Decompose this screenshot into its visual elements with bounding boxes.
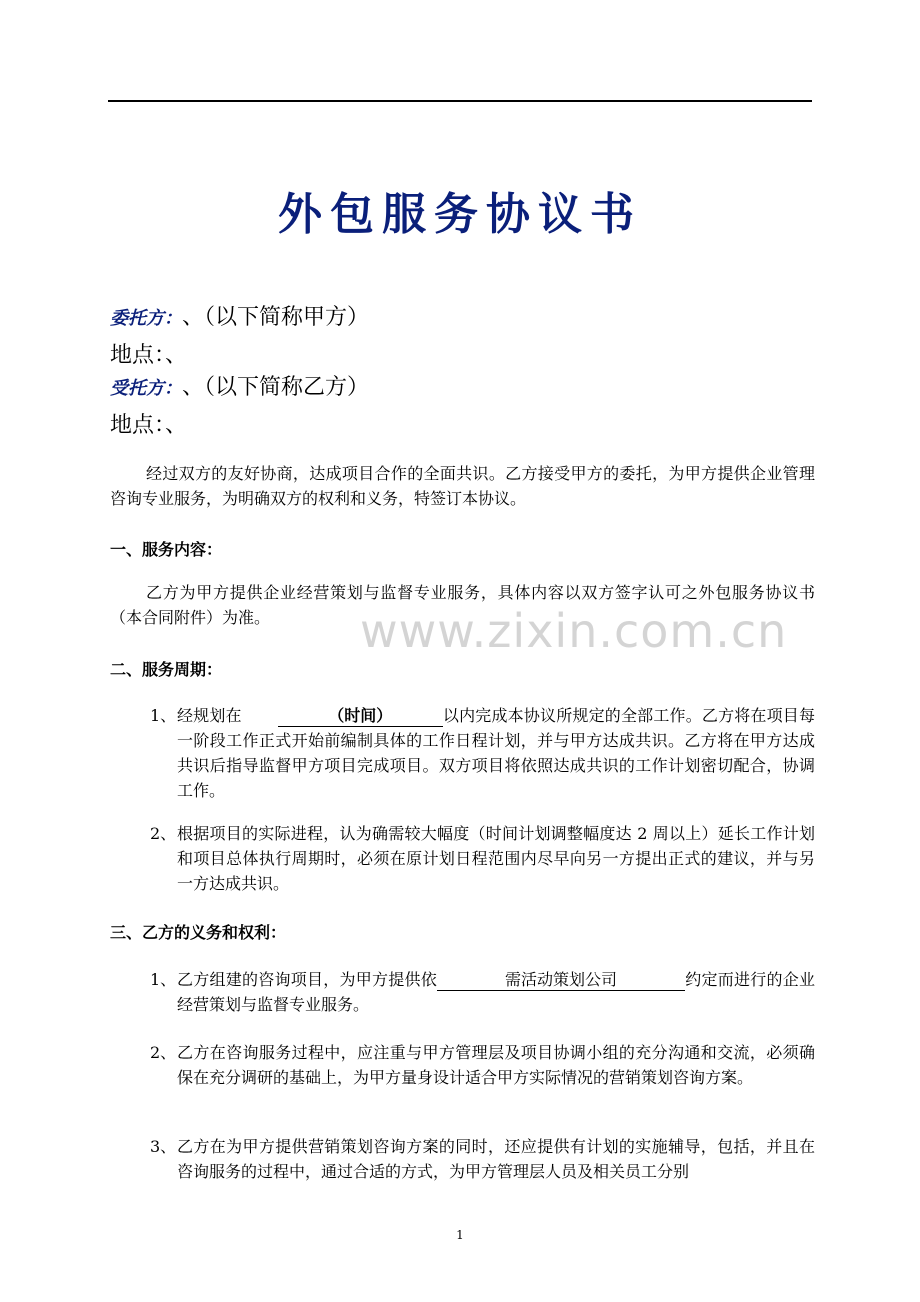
section2-item-2 — [150, 821, 815, 896]
item-number: 2、 — [150, 1043, 177, 1062]
section3-item-3 — [150, 1134, 815, 1184]
section3-heading: 三、乙方的义务和权利： — [110, 923, 287, 942]
contractor-address-label: 地点： — [110, 413, 166, 438]
watermark: www.zixin.com.cn — [360, 604, 788, 658]
section1-body: 乙方为甲方提供企业经营策划与监督专业服务，具体内容以双方签字认可之外包服务协议书（本合同附件）为准。 — [110, 583, 815, 627]
contractor-line — [110, 370, 369, 401]
item-text: 乙方在咨询服务过程中，应注重与甲方管理层及项目协调小组的充分沟通和交流，必须确保在充分调研的基础上，为甲方量身设计适合甲方实际情况的营销策划咨询方案。 — [177, 1043, 815, 1087]
client-address-label: 地点： — [110, 343, 166, 368]
header-rule — [108, 100, 812, 102]
item-number: 2、 — [150, 824, 177, 843]
client-value: 、（以下简称甲方） — [182, 305, 370, 330]
item-text-post: 以内完成本协议所规定的全部工作。乙方将在项目每一阶段工作正式开始前编制具体的工作日程计划，并与甲方达成共识。乙方将在甲方达成共识后指导监督甲方项目完成项目。双方项目将依照达成共识的工作计划密切配合，协调工作。 — [177, 706, 815, 800]
section2-heading: 二、服务周期： — [110, 660, 223, 679]
item-text-pre: 乙方组建的咨询项目，为甲方提供依 — [177, 970, 437, 989]
item-text-pre: 经规划在 — [177, 706, 242, 725]
contractor-address-line — [110, 408, 187, 439]
client-address-value: 、 — [165, 343, 188, 368]
item-text: 乙方在为甲方提供营销策划咨询方案的同时，还应提供有计划的实施辅导，包括，并且在咨询服务的过程中，通过合适的方式，为甲方管理层人员及相关员工分别 — [177, 1137, 815, 1181]
item-number: 3、 — [150, 1137, 177, 1156]
contractor-label: 受托方： — [110, 378, 182, 399]
document-title: 外包服务协议书 — [278, 189, 642, 240]
client-label: 委托方： — [110, 308, 182, 329]
section3-item-1 — [150, 967, 815, 1017]
item-number: 1、 — [150, 970, 177, 989]
time-blank-field: （时间） — [278, 706, 443, 727]
contractor-address-value: 、 — [165, 413, 188, 438]
section3-item-2 — [150, 1040, 815, 1090]
client-line — [110, 300, 369, 331]
item-text: 根据项目的实际进程，认为确需较大幅度（时间计划调整幅度达 2 周以上）延长工作计划和项目总体执行周期时，必须在原计划日程范围内尽早向另一方提出正式的建议，并与另一方达成共识。 — [177, 824, 815, 893]
contractor-value: 、（以下简称乙方） — [182, 375, 370, 400]
company-blank-field: 需活动策划公司 — [437, 970, 685, 991]
section2-item-1 — [150, 703, 815, 803]
client-address-line — [110, 338, 187, 369]
section1-heading: 一、服务内容： — [110, 540, 223, 559]
intro-paragraph: 经过双方的友好协商，达成项目合作的全面共识。乙方接受甲方的委托，为甲方提供企业管理咨询专业服务，为明确双方的权利和义务，特签订本协议。 — [110, 464, 815, 508]
item-number: 1、 — [150, 706, 177, 725]
item-text-post: 约定而进行的企业经营策划与监督专业服务。 — [177, 970, 815, 1014]
page-number: 1 — [456, 1228, 464, 1242]
